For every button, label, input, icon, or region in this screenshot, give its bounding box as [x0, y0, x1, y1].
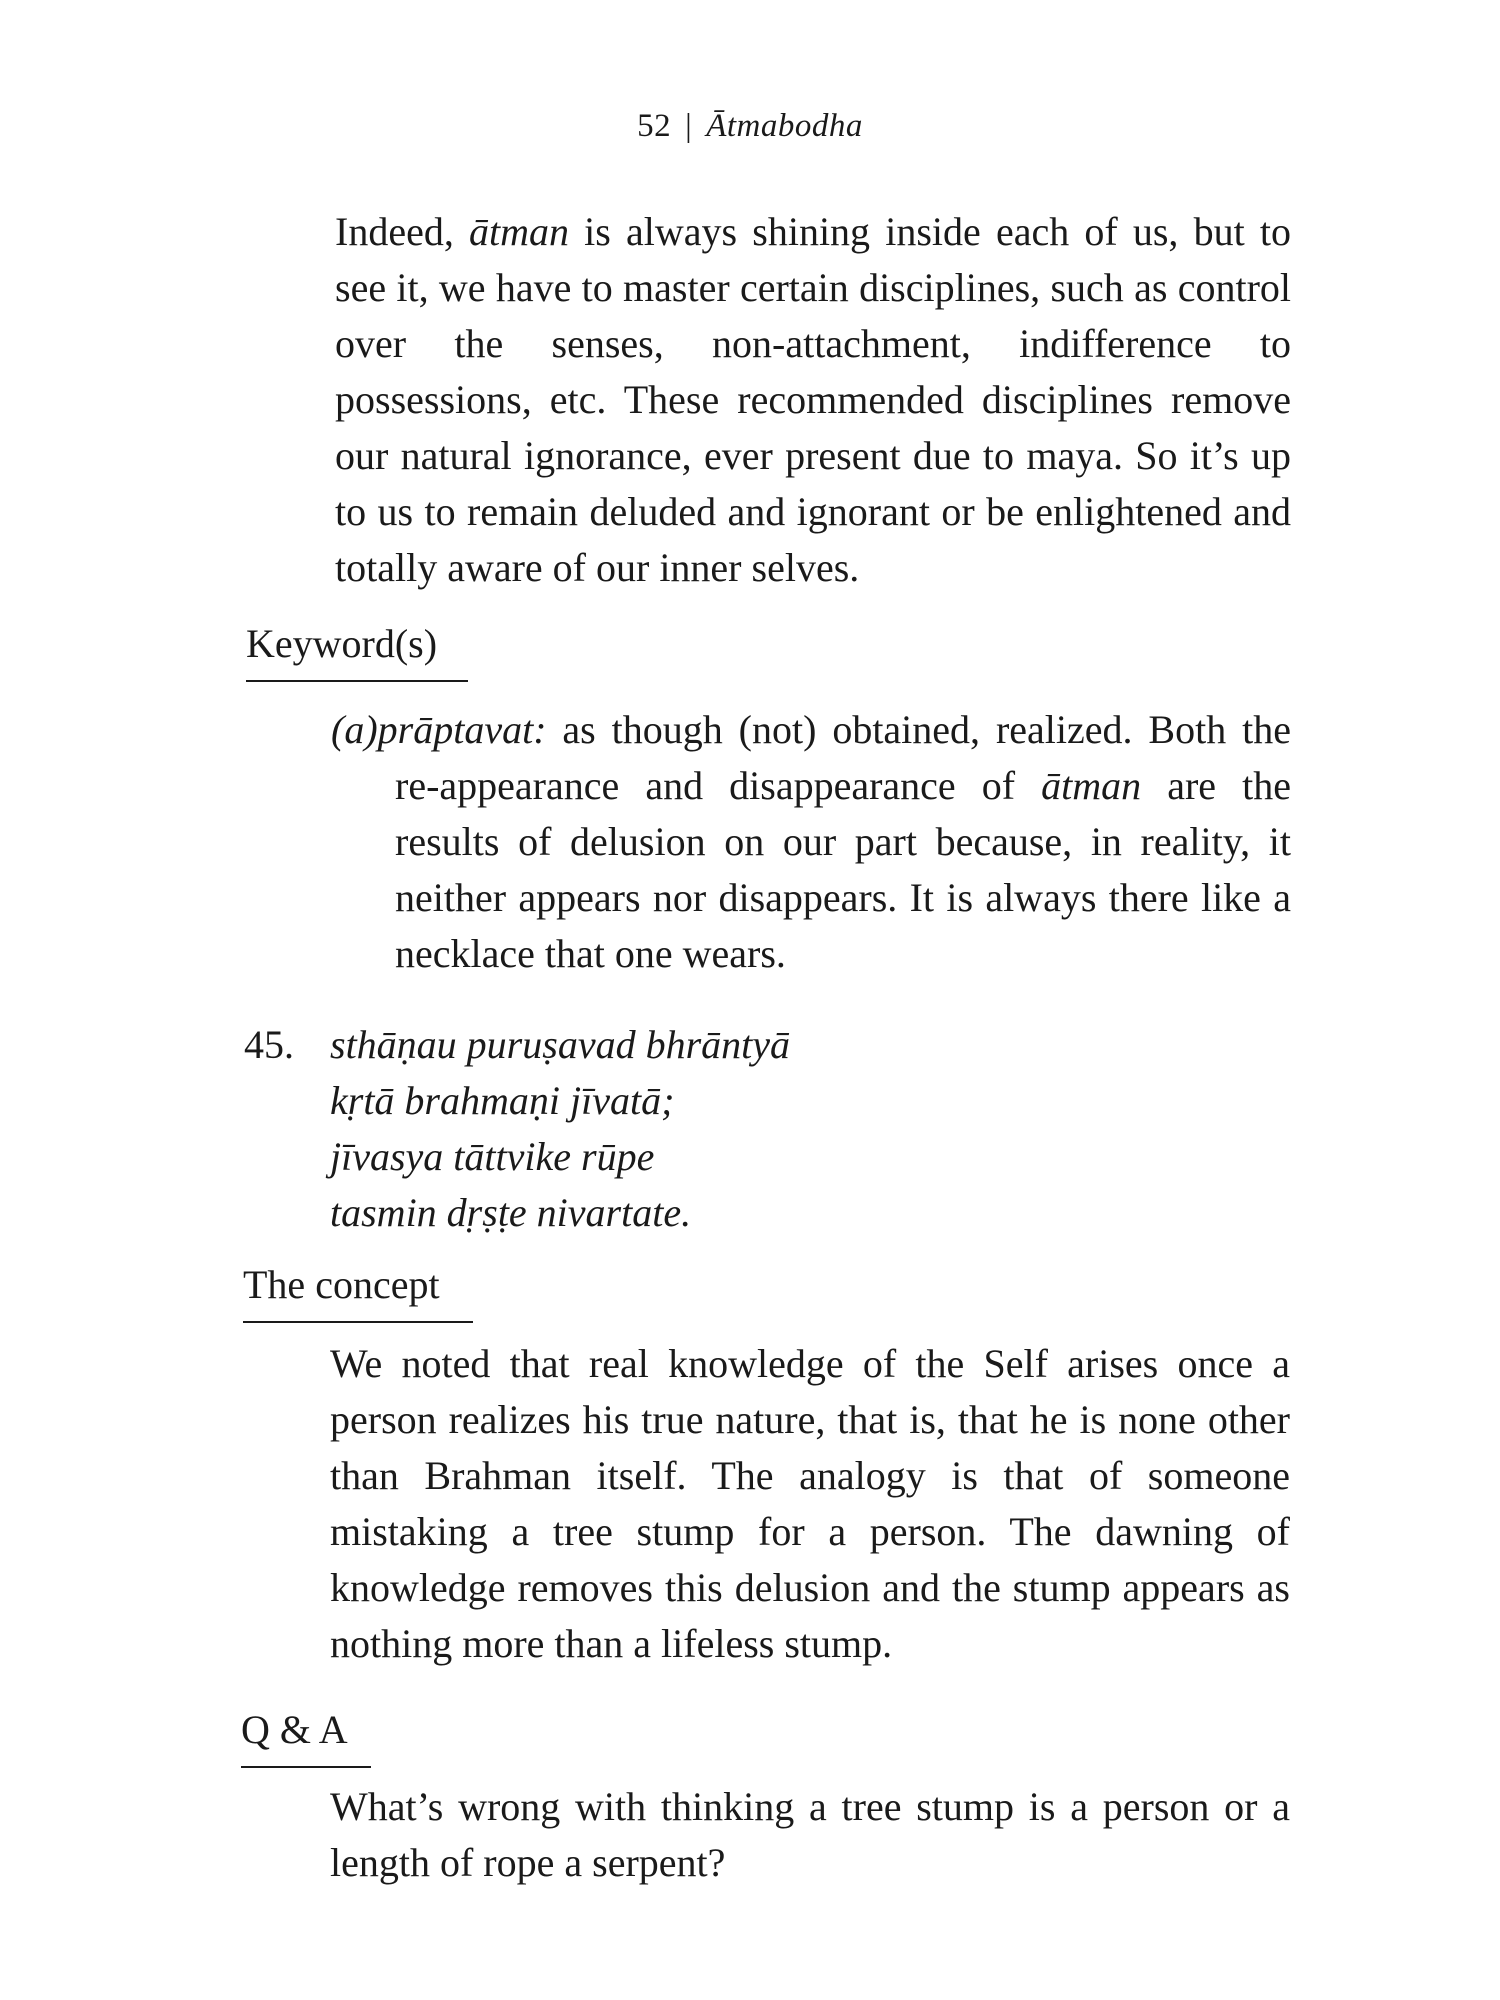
verse-line: jīvasya tāttvike rūpe [330, 1134, 655, 1179]
verse-line: sthāṇau puruṣavad bhrāntyā [330, 1022, 790, 1067]
qa-heading: Q & A [241, 1706, 371, 1768]
sanskrit-verse [330, 1017, 1030, 1241]
qa-question: What’s wrong with thinking a tree stump is a person or a length of rope a serpent? [330, 1784, 1290, 1885]
keyword-definition-term: ātman [1041, 763, 1142, 808]
keyword-entry [331, 702, 1291, 982]
intro-term-atman: ātman [469, 209, 569, 254]
verse-line: kṛtā brahmaṇi jīvatā; [330, 1078, 675, 1123]
running-header [0, 108, 1500, 145]
header-separator: | [685, 108, 693, 144]
page-number: 52 [637, 108, 672, 144]
intro-paragraph [335, 204, 1291, 596]
concept-heading: The concept [243, 1261, 473, 1323]
keyword-term: (a)prāptavat: [331, 707, 547, 752]
intro-text-part2: is always shining inside each of us, but to see it, we have to master certain disciplines, such as control over the senses, non-attachment, indifference to possessions, etc. These recommended disciplines remove our natural ignorance, ever present due to maya. So it’s up to us to remain deluded and ignorant or be enlightened and totally aware of our inner selves. [335, 209, 1292, 590]
intro-text-part1: Indeed, [335, 209, 469, 254]
keyword-definition-part1: as though (not) obtained, realized. Both the re-appearance and disappearance of [395, 707, 1291, 808]
verse-line: tasmin dṛṣṭe nivartate. [330, 1190, 692, 1235]
keywords-heading: Keyword(s) [246, 620, 468, 682]
book-title: Ātmabodha [706, 108, 863, 144]
concept-paragraph: We noted that real knowledge of the Self arises once a person realizes his true nature, that is, that he is none other than Brahman itself. The analogy is that of someone mistaking a tree stump for a person. The dawning of knowledge removes this delusion and the stump appears as nothing more than a lifeless stump. [330, 1341, 1290, 1666]
verse-number: 45. [244, 1022, 294, 1067]
keyword-definition-part2: are the results of delusion on our part because, in reality, it neither appears nor disappears. It is always there like a necklace that one wears. [395, 763, 1291, 976]
